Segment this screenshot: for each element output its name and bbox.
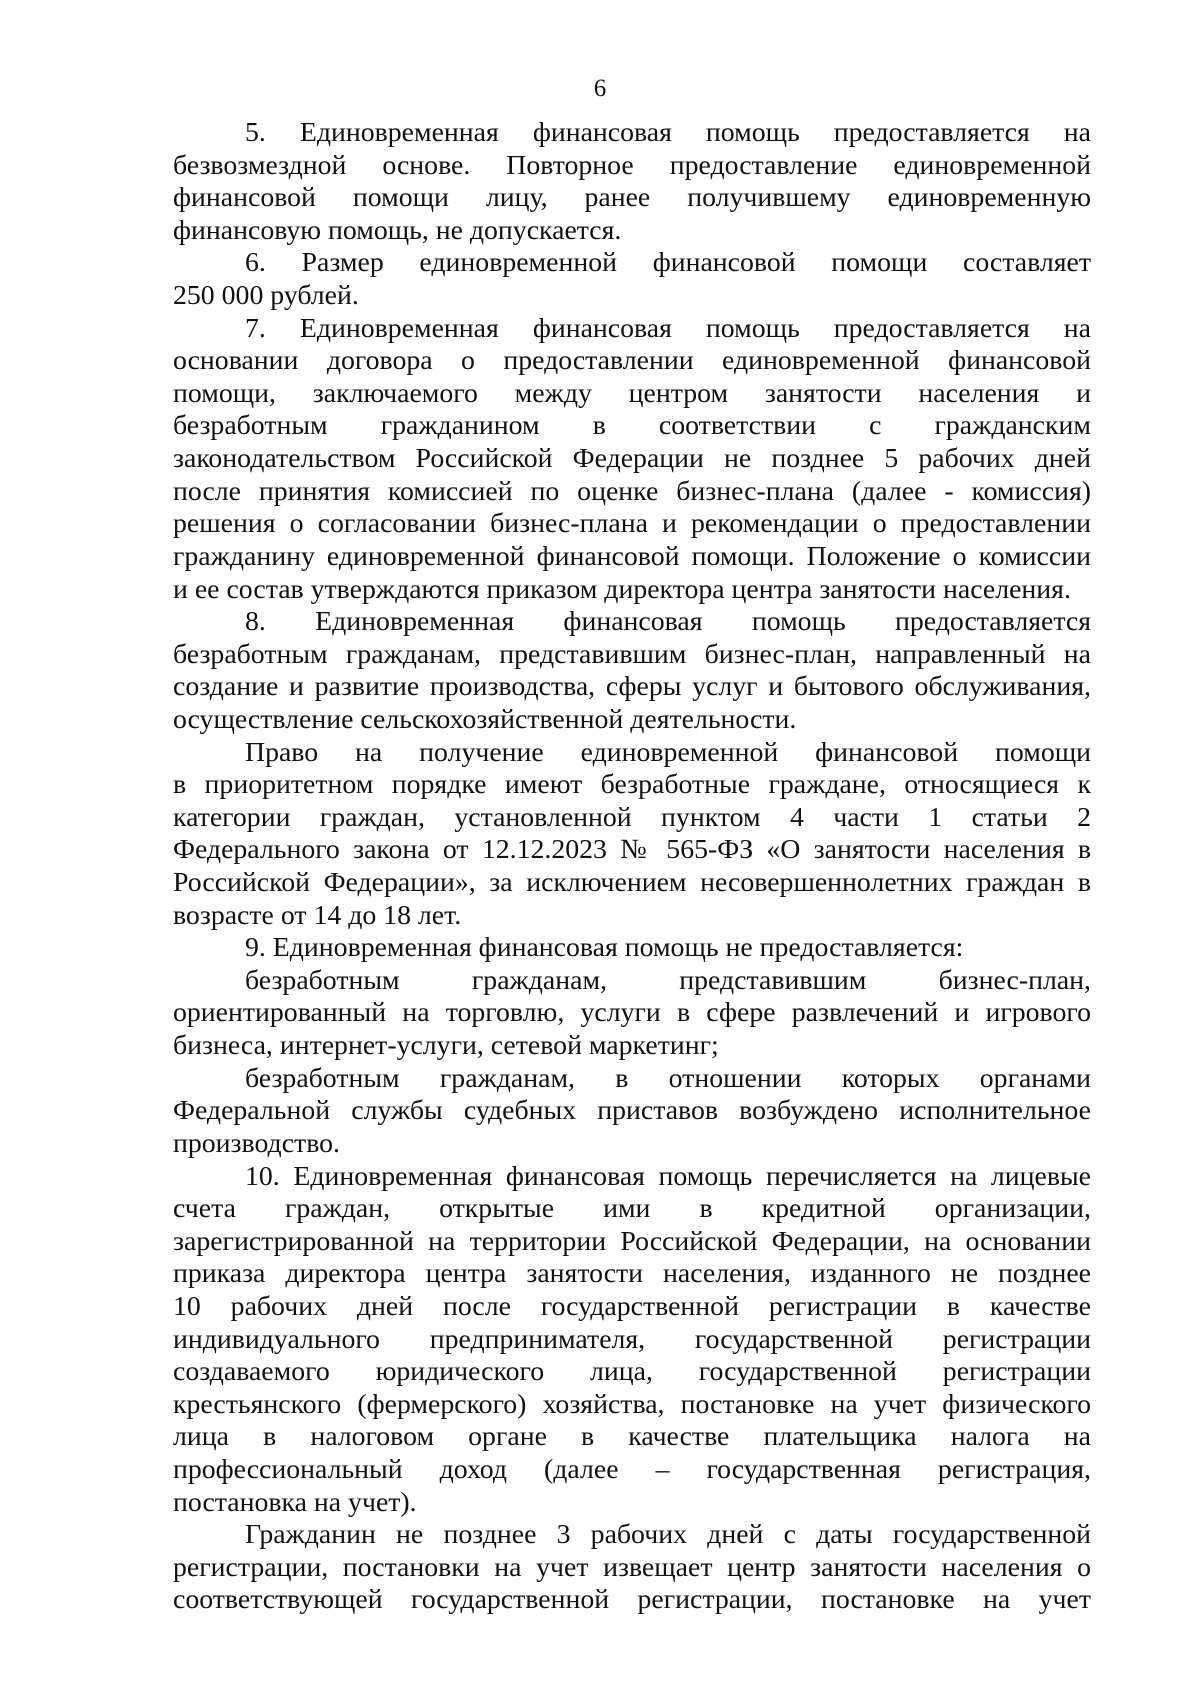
text-line: 9. Единовременная финансовая помощь не предоставляется:: [245, 932, 964, 964]
text-line: безработным гражданам, представившим бизнес-план,: [245, 964, 1091, 996]
text-line: осуществление сельскохозяйственной деятельности.: [173, 703, 797, 735]
paragraph-p10b: [173, 1519, 1091, 1617]
text-line: помощи, заключаемого между центром занятости населения и: [173, 377, 1091, 409]
text-line: индивидуального предпринимателя, государственной регистрации: [173, 1323, 1091, 1355]
text-line: категории граждан, установленной пунктом 4 части 1 статьи 2: [173, 801, 1091, 833]
paragraph-p8b: [173, 737, 1091, 933]
text-line: соответствующей государственной регистрации, постановке на учет: [173, 1584, 1091, 1616]
text-line: 7. Единовременная финансовая помощь предоставляется на: [245, 312, 1091, 344]
text-line: безработным гражданам, в отношении которых органами: [245, 1062, 1091, 1094]
text-line: бизнеса, интернет-услуги, сетевой маркетинг;: [173, 1030, 719, 1062]
text-line: безвозмездной основе. Повторное предоставление единовременной: [173, 149, 1091, 181]
paragraph-p8: [173, 606, 1091, 736]
paragraph-p9a: [173, 965, 1091, 1063]
text-line: создание и развитие производства, сферы услуг и бытового обслуживания,: [173, 671, 1091, 703]
text-line: законодательством Российской Федерации не позднее 5 рабочих дней: [173, 443, 1091, 475]
text-line: основании договора о предоставлении единовременной финансовой: [173, 345, 1091, 377]
text-line: Право на получение единовременной финансовой помощи: [245, 736, 1091, 768]
text-line: в приоритетном порядке имеют безработные граждане, относящиеся к: [173, 769, 1091, 801]
text-line: создаваемого юридического лица, государственной регистрации: [173, 1356, 1091, 1388]
text-line: счета граждан, открытые ими в кредитной организации,: [173, 1193, 1091, 1225]
text-line: производство.: [173, 1127, 340, 1159]
text-line: 6. Размер единовременной финансовой помощи составляет: [245, 247, 1091, 279]
paragraph-p9b: [173, 1063, 1091, 1161]
text-line: 10. Единовременная финансовая помощь перечисляется на лицевые: [245, 1160, 1091, 1192]
text-line: регистрации, постановки на учет извещает центр занятости населения о: [173, 1551, 1091, 1583]
text-line: 8. Единовременная финансовая помощь предоставляется: [245, 606, 1091, 638]
text-line: финансовую помощь, не допускается.: [173, 214, 622, 246]
page-number: 6: [593, 75, 607, 102]
text-line: 10 рабочих дней после государственной регистрации в качестве: [173, 1290, 1091, 1322]
text-line: гражданину единовременной финансовой помощи. Положение о комиссии: [173, 540, 1091, 572]
text-line: Российской Федерации», за исключением несовершеннолетних граждан в: [173, 867, 1091, 899]
text-line: постановка на учет).: [173, 1486, 417, 1518]
text-line: приказа директора центра занятости населения, изданного не позднее: [173, 1258, 1091, 1290]
text-line: ориентированный на торговлю, услуги в сфере развлечений и игрового: [173, 997, 1091, 1029]
text-line: и ее состав утверждаются приказом директора центра занятости населения.: [173, 573, 1071, 605]
paragraph-p5: [173, 117, 1091, 247]
paragraph-p9: [173, 932, 1091, 965]
text-line: возрасте от 14 до 18 лет.: [173, 899, 462, 931]
text-line: профессиональный доход (далее – государственная регистрация,: [173, 1453, 1091, 1485]
paragraph-p6: [173, 247, 1091, 312]
text-line: лица в налоговом органе в качестве плательщика налога на: [173, 1421, 1091, 1453]
text-line: решения о согласовании бизнес-плана и рекомендации о предоставлении: [173, 508, 1091, 540]
text-line: после принятия комиссией по оценке бизнес-плана (далее - комиссия): [173, 475, 1091, 507]
text-line: 250 000 рублей.: [173, 280, 359, 312]
text-line: Гражданин не позднее 3 рабочих дней с даты государственной: [245, 1519, 1091, 1551]
document-body: [173, 117, 1091, 1617]
text-line: Федерального закона от 12.12.2023 № 565-ФЗ «О занятости населения в: [173, 834, 1091, 866]
paragraph-p7: [173, 313, 1091, 606]
text-line: зарегистрированной на территории Российской Федерации, на основании: [173, 1225, 1091, 1257]
text-line: Федеральной службы судебных приставов возбуждено исполнительное: [173, 1095, 1091, 1127]
text-line: безработным гражданам, представившим бизнес-план, направленный на: [173, 638, 1091, 670]
text-line: безработным гражданином в соответствии с гражданским: [173, 410, 1091, 442]
text-line: финансовой помощи лицу, ранее получившему единовременную: [173, 182, 1091, 214]
text-line: крестьянского (фермерского) хозяйства, постановке на учет физического: [173, 1388, 1091, 1420]
paragraph-p10: [173, 1161, 1091, 1520]
text-line: 5. Единовременная финансовая помощь предоставляется на: [245, 117, 1091, 148]
